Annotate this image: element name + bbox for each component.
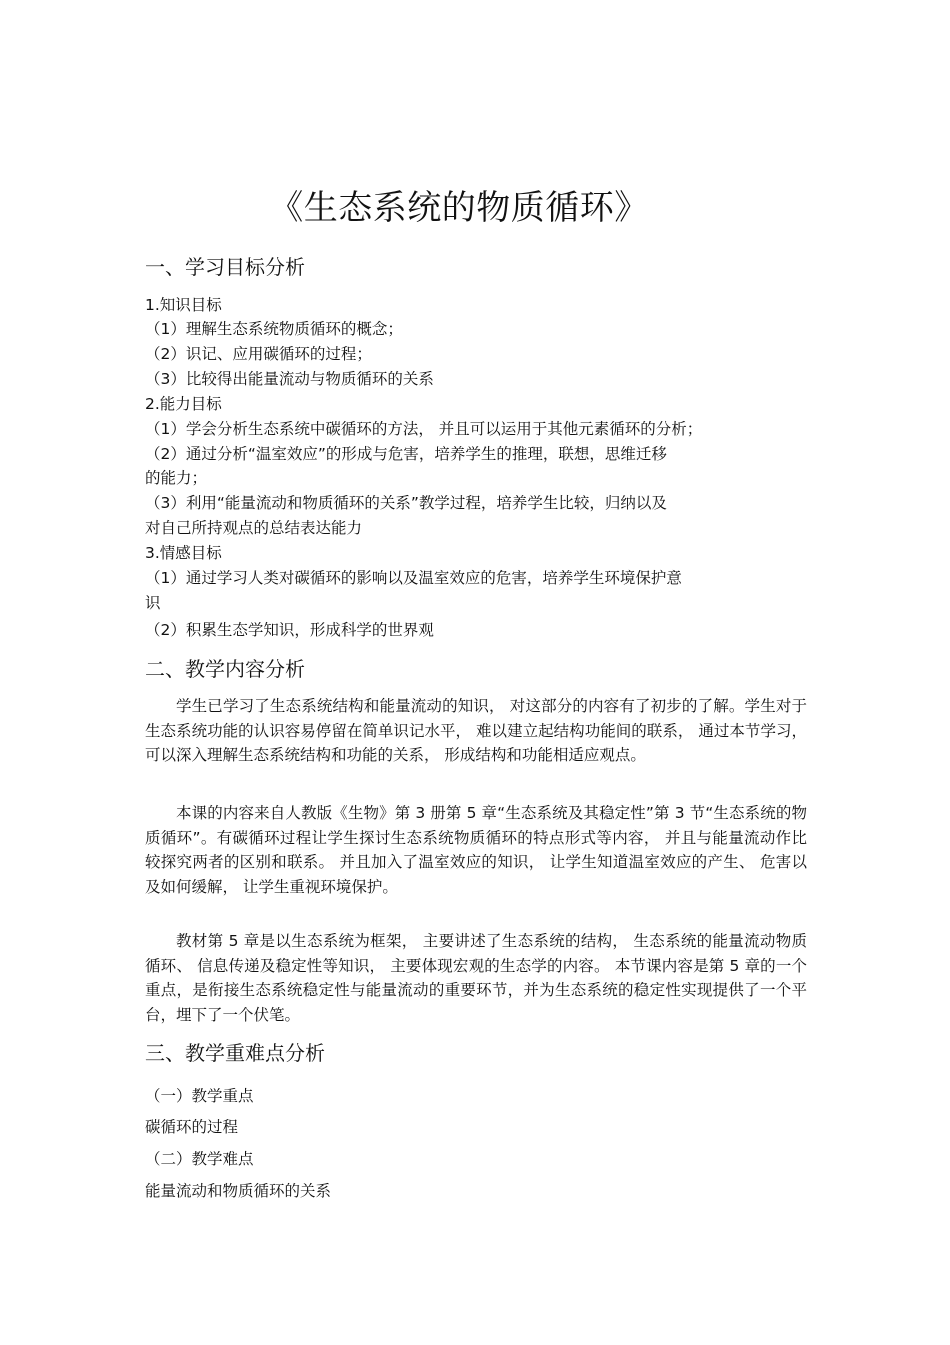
content-paragraph: 学生已学习了生态系统结构和能量流动的知识， 对这部分的内容有了初步的了解。学生对于生态系统功能的认识容易停留在简单识记水平， 难以建立起结构功能间的联系， 通过本节学习， 可以深入理解生态系统结构和功能的关系， 形成结构和功能相适应观点。	[145, 697, 807, 764]
ability-item: （1）学会分析生态系统中碳循环的方法， 并且可以运用于其他元素循环的分析；	[145, 420, 703, 438]
knowledge-item: （2）识记、应用碳循环的过程；	[145, 345, 372, 363]
key-point-label: （一）教学重点	[145, 1087, 254, 1105]
ability-item: 的能力；	[145, 469, 208, 487]
difficult-point-label: （二）教学难点	[145, 1150, 254, 1168]
ability-item: （3）利用“能量流动和物质循环的关系”教学过程，培养学生比较，归纳以及	[145, 494, 667, 512]
knowledge-item: （1）理解生态系统物质循环的概念；	[145, 320, 403, 338]
content-paragraph: 本课的内容来自人教版《生物》第 3 册第 5 章“生态系统及其稳定性”第 3 节“生态系统的物质循环”。有碳循环过程让学生探讨生态系统物质循环的特点形式等内容， 并且与能量流动作比较探究两者的区别和联系。 并且加入了温室效应的知识， 让学生知道温室效应的产生、 危害以及如何缓解， 让学生重视环境保护。	[145, 804, 807, 896]
content-paragraph: 教材第 5 章是以生态系统为框架， 主要讲述了生态系统的结构， 生态系统的能量流动物质循环、 信息传递及稳定性等知识， 主要体现宏观的生态学的内容。 本节课内容是第 5 章的一个重点，是衔接生态系统稳定性与能量流动的重要环节，并为生态系统的稳定性实现提供了一个平台，埋下了一个伏笔。	[145, 932, 807, 1024]
key-point-text: 碳循环的过程	[145, 1118, 239, 1136]
document-title: 《生态系统的物质循环》	[269, 188, 649, 228]
ability-objectives-label: 2.能力目标	[145, 395, 222, 413]
ability-item: 对自己所持观点的总结表达能力	[145, 519, 363, 537]
section-heading-learning-objectives: 一、学习目标分析	[145, 255, 305, 279]
emotion-item: 识	[145, 594, 161, 612]
knowledge-objectives-label: 1.知识目标	[145, 296, 222, 314]
emotion-item: （1）通过学习人类对碳循环的影响以及温室效应的危害，培养学生环境保护意	[145, 569, 682, 587]
emotion-item: （2）积累生态学知识，形成科学的世界观	[145, 621, 434, 639]
section-heading-content-analysis: 二、教学内容分析	[145, 657, 305, 681]
knowledge-item: （3）比较得出能量流动与物质循环的关系	[145, 370, 434, 388]
difficult-point-text: 能量流动和物质循环的关系	[145, 1182, 332, 1200]
emotion-objectives-label: 3.情感目标	[145, 544, 222, 562]
section-heading-key-difficult-points: 三、教学重难点分析	[145, 1041, 325, 1065]
ability-item: （2）通过分析“温室效应”的形成与危害，培养学生的推理，联想，思维迁移	[145, 445, 667, 463]
